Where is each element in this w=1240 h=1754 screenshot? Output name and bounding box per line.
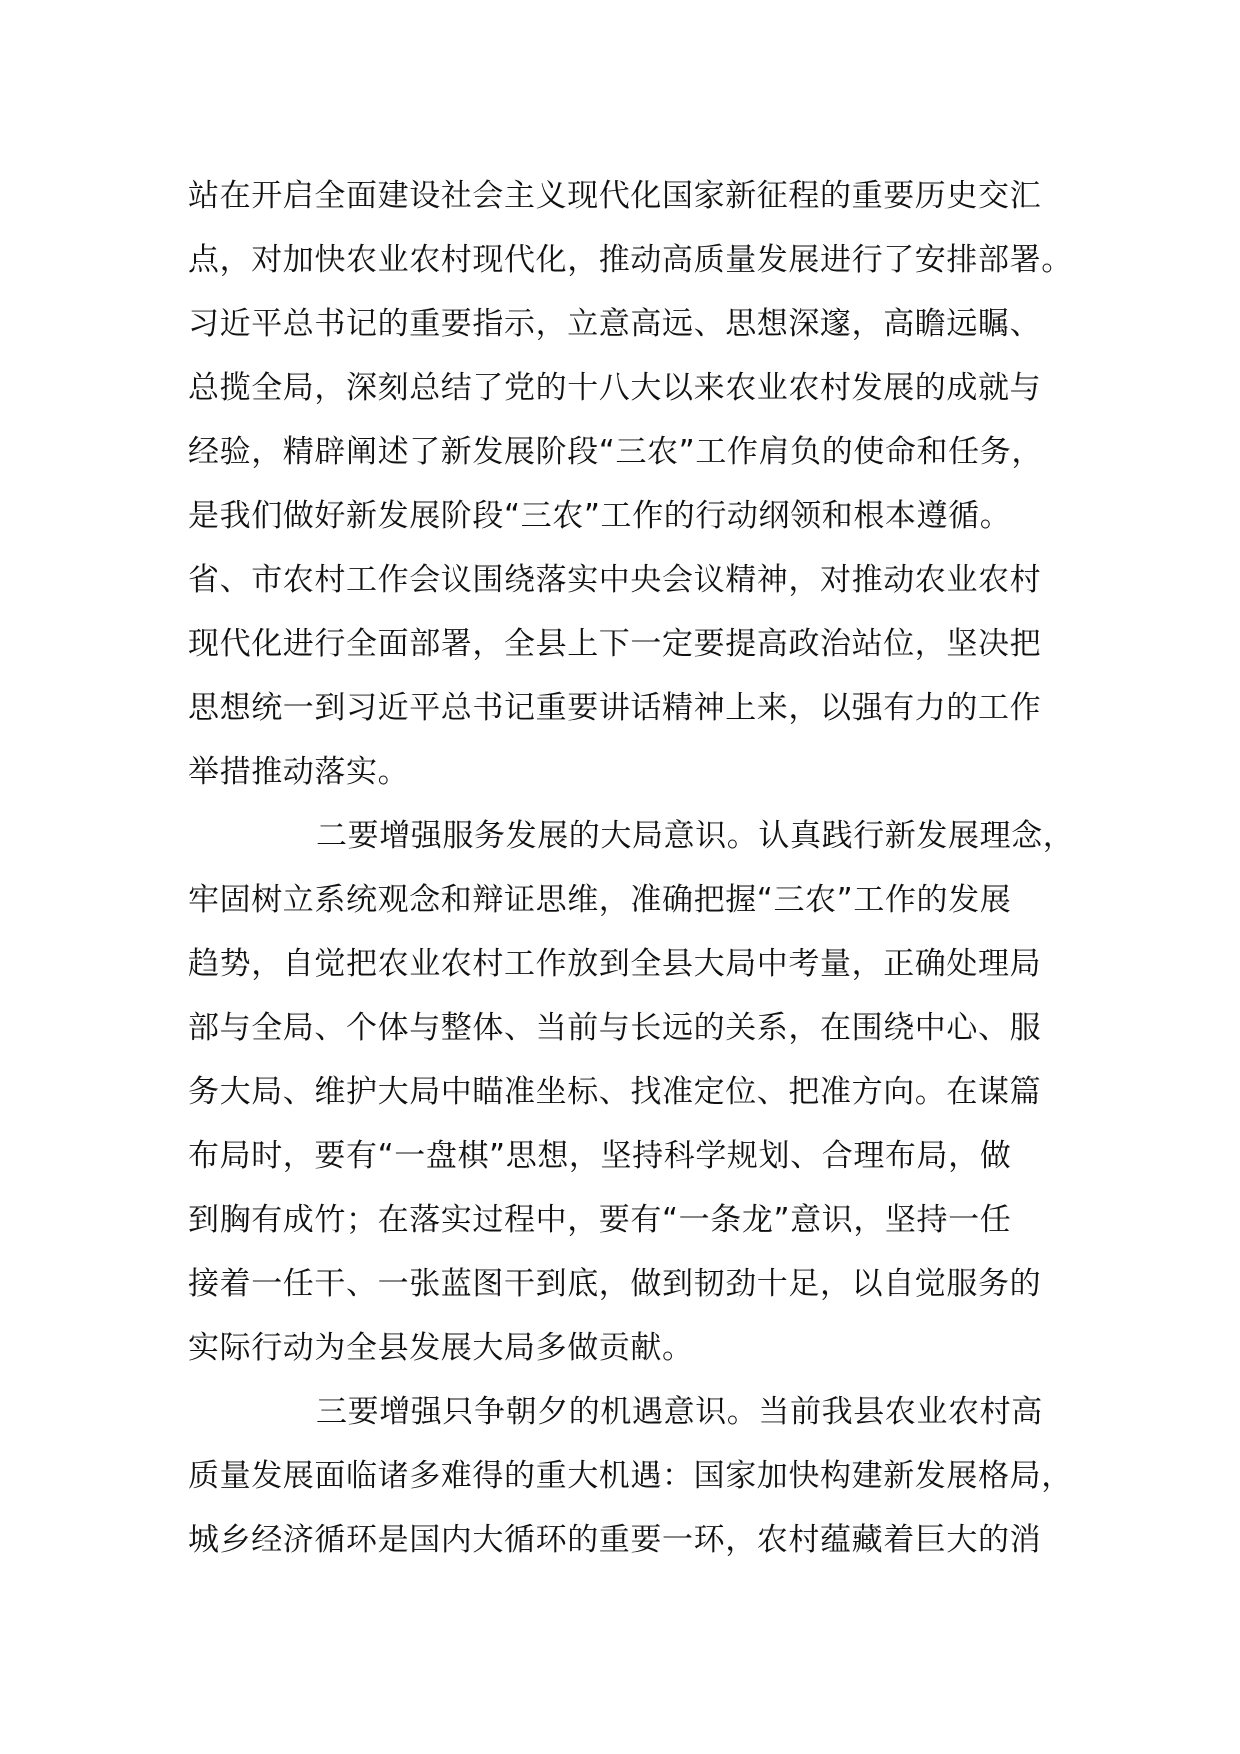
text-line: 接着一任干、一张蓝图干到底，做到韧劲十足，以自觉服务的: [188, 1266, 1042, 1302]
text-line: 站在开启全面建设社会主义现代化国家新征程的重要历史交汇: [188, 178, 1042, 214]
text-line: 经验，精辟阐述了新发展阶段“三农”工作肩负的使命和任务，: [188, 434, 1043, 470]
paragraph-start-line: 三要增强只争朝夕的机遇意识。当前我县农业农村高: [316, 1394, 1043, 1430]
text-line: 部与全局、个体与整体、当前与长远的关系，在围绕中心、服: [188, 1010, 1042, 1046]
text-line: 务大局、维护大局中瞄准坐标、找准定位、把准方向。在谋篇: [188, 1074, 1042, 1110]
text-line: 到胸有成竹；在落实过程中，要有“一条龙”意识，坚持一任: [188, 1202, 1012, 1238]
text-line: 牢固树立系统观念和辩证思维，准确把握“三农”工作的发展: [188, 882, 1012, 918]
text-line: 习近平总书记的重要指示，立意高远、思想深邃，高瞻远瞩、: [188, 306, 1042, 342]
document-body: [188, 164, 1088, 1572]
text-line: 现代化进行全面部署，全县上下一定要提高政治站位，坚决把: [188, 626, 1042, 662]
text-line: 省、市农村工作会议围绕落实中央会议精神，对推动农业农村: [188, 562, 1042, 598]
text-line: 思想统一到习近平总书记重要讲话精神上来，以强有力的工作: [188, 690, 1042, 726]
text-line: 实际行动为全县发展大局多做贡献。: [188, 1330, 694, 1366]
paragraph-start-line: 二要增强服务发展的大局意识。认真践行新发展理念，: [316, 818, 1075, 854]
text-line: 是我们做好新发展阶段“三农”工作的行动纲领和根本遵循。: [188, 498, 1012, 534]
text-line: 举措推动落实。: [188, 754, 410, 790]
text-line: 点，对加快农业农村现代化，推动高质量发展进行了安排部署。: [188, 242, 1073, 278]
text-line: 总揽全局，深刻总结了党的十八大以来农业农村发展的成就与: [188, 370, 1042, 406]
text-line: 城乡经济循环是国内大循环的重要一环，农村蕴藏着巨大的消: [188, 1522, 1042, 1558]
text-line: 布局时，要有“一盘棋”思想，坚持科学规划、合理布局，做: [188, 1138, 1012, 1174]
text-line: 质量发展面临诸多难得的重大机遇：国家加快构建新发展格局，: [188, 1458, 1073, 1494]
text-line: 趋势，自觉把农业农村工作放到全县大局中考量，正确处理局: [188, 946, 1042, 982]
